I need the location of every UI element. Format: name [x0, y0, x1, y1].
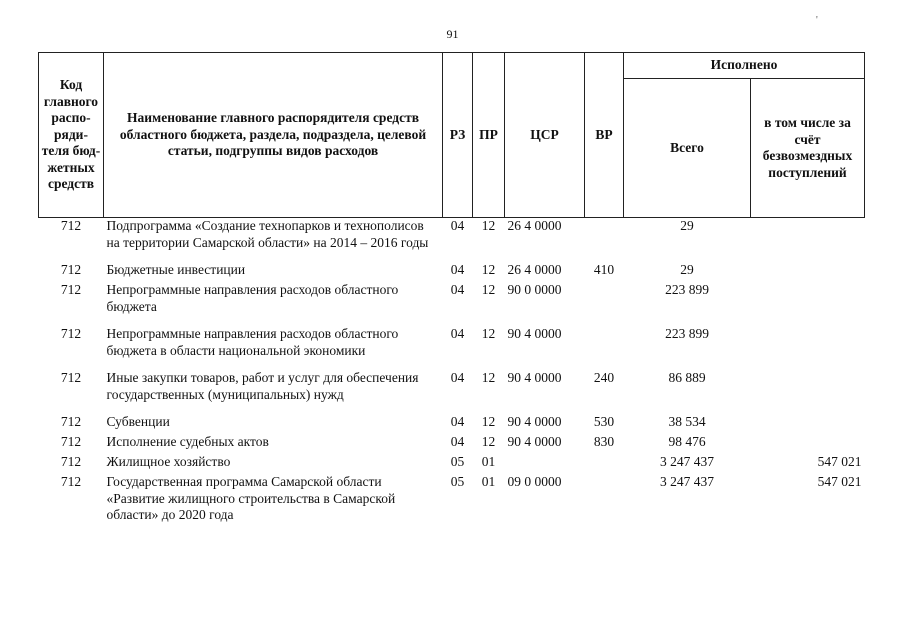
cell-csr: 90 4 0000	[507, 434, 562, 449]
table-row	[39, 326, 865, 370]
header-pr: ПР	[473, 53, 505, 218]
table-row	[39, 218, 865, 263]
cell-total: 86 889	[668, 370, 706, 385]
table-row	[39, 262, 865, 282]
cell-code: 712	[60, 370, 82, 385]
cell-total: 98 476	[668, 434, 706, 449]
cell-pr: 01	[481, 454, 496, 469]
cell-pr: 12	[481, 262, 496, 277]
cell-total: 223 899	[665, 326, 709, 341]
cell-rz: 05	[450, 454, 465, 469]
cell-free	[751, 282, 865, 326]
cell-pr: 12	[481, 218, 496, 233]
cell-pr: 12	[481, 434, 496, 449]
cell-rz: 04	[450, 262, 465, 277]
cell-csr: 90 4 0000	[507, 326, 562, 341]
cell-name: Непрограммные направления расходов областного бюджета в области национальной экономики	[106, 326, 399, 358]
cell-free	[751, 262, 865, 282]
cell-free	[751, 370, 865, 414]
table-row	[39, 454, 865, 474]
header-total: Всего	[624, 79, 751, 218]
cell-csr: 90 0 0000	[507, 282, 562, 297]
cell-code: 712	[60, 218, 82, 233]
cell-rz: 04	[450, 218, 465, 233]
cell-vr	[585, 282, 624, 326]
header-free: в том числе за счёт безвозмездных поступлений	[751, 79, 865, 218]
cell-vr: 410	[593, 262, 615, 277]
table-row	[39, 282, 865, 326]
table-header	[39, 53, 865, 218]
table-row	[39, 474, 865, 524]
cell-free: 547 021	[817, 474, 862, 489]
cell-total: 29	[680, 218, 694, 233]
table-body	[39, 218, 865, 524]
cell-code: 712	[60, 474, 82, 489]
cell-vr: 530	[593, 414, 615, 429]
cell-vr: 830	[593, 434, 615, 449]
corner-mark: '	[816, 15, 818, 26]
header-csr: ЦСР	[505, 53, 585, 218]
cell-code: 712	[60, 262, 82, 277]
cell-name: Субвенции	[106, 414, 170, 429]
cell-name: Государственная программа Самарской области «Развитие жилищного строительства в Самарской области» до 2020 года	[106, 474, 396, 522]
cell-rz: 04	[450, 282, 465, 297]
cell-code: 712	[60, 326, 82, 341]
cell-csr: 90 4 0000	[507, 370, 562, 385]
cell-pr: 12	[481, 326, 496, 341]
header-code: Код главного распо-ряди-теля бюд-жетных средств	[39, 53, 104, 218]
budget-table	[38, 52, 865, 524]
cell-name: Исполнение судебных актов	[106, 434, 269, 449]
cell-pr: 01	[481, 474, 496, 489]
cell-code: 712	[60, 434, 82, 449]
page-number: 91	[446, 27, 459, 41]
cell-csr: 26 4 0000	[507, 218, 562, 233]
cell-total: 29	[680, 262, 694, 277]
cell-total: 3 247 437	[660, 474, 714, 489]
cell-total: 38 534	[668, 414, 706, 429]
table-row	[39, 414, 865, 434]
cell-free	[751, 218, 865, 263]
header-name: Наименование главного распорядителя средств областного бюджета, раздела, подраздела, целевой статьи, подгруппы видов расходов	[104, 53, 443, 218]
cell-pr: 12	[481, 414, 496, 429]
cell-vr	[585, 474, 624, 524]
cell-pr: 12	[481, 282, 496, 297]
cell-code: 712	[60, 454, 82, 469]
cell-name: Бюджетные инвестиции	[106, 262, 246, 277]
cell-code: 712	[60, 282, 82, 297]
header-executed: Исполнено	[624, 53, 865, 79]
cell-free: 547 021	[817, 454, 862, 469]
cell-total: 3 247 437	[660, 454, 714, 469]
cell-csr: 09 0 0000	[507, 474, 562, 489]
cell-vr: 240	[593, 370, 615, 385]
cell-name: Непрограммные направления расходов областного бюджета	[106, 282, 399, 314]
cell-name: Жилищное хозяйство	[106, 454, 231, 469]
cell-code: 712	[60, 414, 82, 429]
cell-name: Подпрограмма «Создание технопарков и технополисов на территории Самарской области» на 2014 – 2016 годы	[106, 218, 429, 250]
cell-free	[751, 326, 865, 370]
cell-rz: 04	[450, 370, 465, 385]
cell-free	[751, 414, 865, 434]
header-rz: РЗ	[443, 53, 473, 218]
header-vr: ВР	[585, 53, 624, 218]
cell-vr	[585, 454, 624, 474]
table-row	[39, 370, 865, 414]
cell-free	[751, 434, 865, 454]
cell-total: 223 899	[665, 282, 709, 297]
table-row	[39, 434, 865, 454]
cell-name: Иные закупки товаров, работ и услуг для обеспечения государственных (муниципальных) нужд	[106, 370, 419, 402]
cell-rz: 04	[450, 434, 465, 449]
cell-csr: 26 4 0000	[507, 262, 562, 277]
cell-vr	[585, 218, 624, 263]
cell-csr: 90 4 0000	[507, 414, 562, 429]
cell-rz: 04	[450, 414, 465, 429]
cell-rz: 04	[450, 326, 465, 341]
cell-csr	[505, 454, 585, 474]
cell-rz: 05	[450, 474, 465, 489]
cell-pr: 12	[481, 370, 496, 385]
cell-vr	[585, 326, 624, 370]
